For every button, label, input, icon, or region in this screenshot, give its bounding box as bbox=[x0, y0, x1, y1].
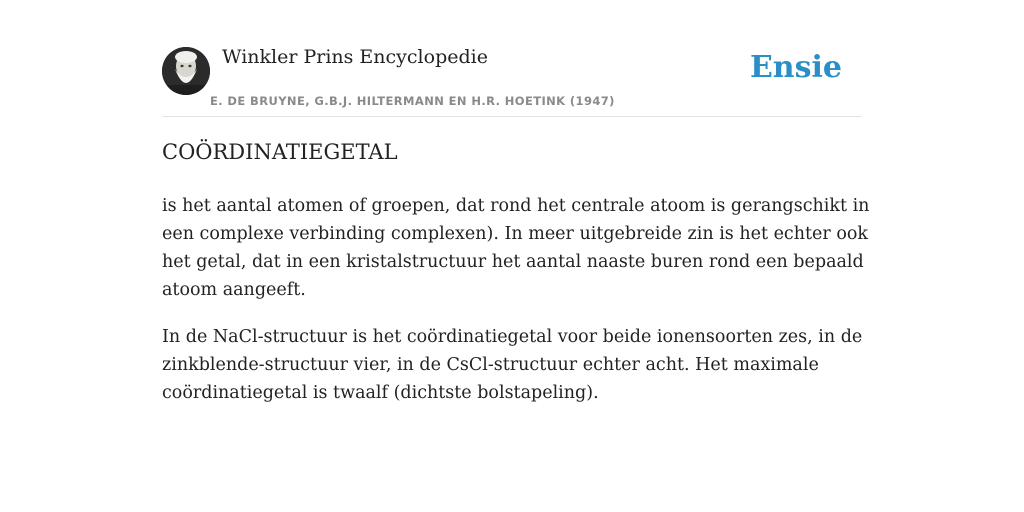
encyclopedia-title[interactable]: Winkler Prins Encyclopedie bbox=[222, 46, 488, 68]
entry-title: COÖRDINATIEGETAL bbox=[162, 140, 398, 164]
header bbox=[162, 44, 862, 117]
bearded-man-portrait-icon bbox=[162, 47, 210, 95]
avatar[interactable] bbox=[162, 47, 210, 95]
authors-line: E. DE BRUYNE, G.B.J. HILTERMANN EN H.R. HOETINK (1947) bbox=[210, 94, 615, 108]
entry-paragraph-2: In de NaCl-structuur is het coördinatiegetal voor beide ionensoorten zes, in de zinkblende-structuur vier, in de CsCl-structuur echter acht. Het maximale coördinatiegetal is twaalf (dichtste bolstapeling). bbox=[162, 327, 863, 403]
entry-body bbox=[162, 192, 870, 426]
brand-logo[interactable]: Ensie bbox=[749, 50, 842, 85]
entry-paragraph-1: is het aantal atomen of groepen, dat rond het centrale atoom is gerangschikt in een complexe verbinding complexen). In meer uitgebreide zin is het echter ook het getal, dat in een kristalstructuur het aantal naaste buren rond een bepaald atoom aangeeft. bbox=[162, 196, 870, 300]
